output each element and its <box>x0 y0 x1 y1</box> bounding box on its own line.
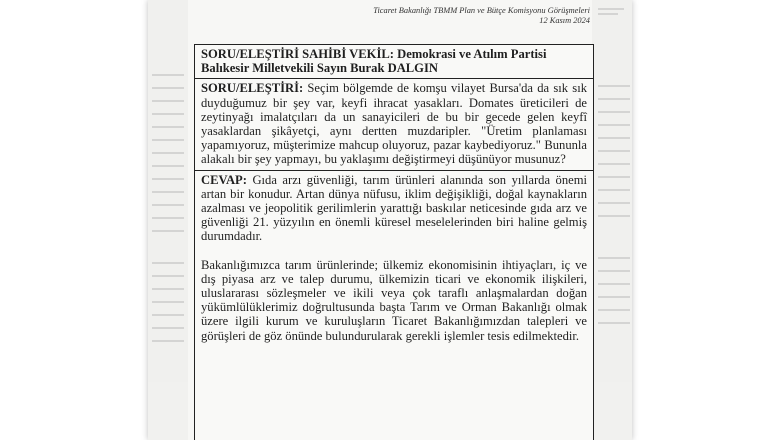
deputy-row <box>195 45 593 79</box>
question-label: SORU/ELEŞTİRİ: <box>201 81 304 96</box>
question-text: Seçim bölgemde de komşu vilayet Bursa'da da sık sık duyduğumuz bir şey var, keyfi ihracat yasakları. Domates üreticileri de zeytinyağı imalatçıları da un sanayicileri de bu bir gecede gelen keyfî yasaklardan şikâyetçi, aynı dertten muzdaripler. "Üretim planlaması yapamıyoruz, müşterimize mahcup oluyoruz, pazar kaybediyoruz." Bununla alakalı bir şey yapmayı, bu yaklaşımı değiştirmeyi düşünüyor musunuz? <box>201 81 587 167</box>
deputy-party: Demokrasi ve Atılım Partisi <box>397 47 547 61</box>
deputy-label: SORU/ELEŞTİRİ SAHİBİ VEKİL: <box>201 47 394 61</box>
deputy-name: Balıkesir Milletvekili Sayın Burak DALGIN <box>201 61 438 76</box>
document-page <box>148 0 632 440</box>
question-answer-table <box>194 44 594 440</box>
header-date: 12 Kasım 2024 <box>539 16 590 25</box>
header-title: Ticaret Bakanlığı TBMM Plan ve Bütçe Komisyonu Görüşmeleri <box>373 6 590 15</box>
answer-label: CEVAP: <box>201 172 247 187</box>
answer-row <box>195 171 593 346</box>
page-header <box>373 6 590 26</box>
adjacent-page-right <box>592 0 632 440</box>
answer-paragraph-2: Bakanlığımızca tarım ürünlerinde; ülkemiz ekonomisinin ihtiyaçları, iç ve dış piyasa arz ve talep durumu, ülkemizin ticari ve ekonomik ilişkileri, uluslararası sözleşmeler ve ikili veya çok taraflı anlaşmalardan doğan yükümlülüklerimiz doğrultusunda başta Tarım ve Orman Bakanlığı olmak üzere ilgili kurum ve kuruluşların Ticaret Bakanlığımızdan talepleri ve görüşleri de göz önünde bulundurularak gerekli işlemler tesis edilmektedir. <box>201 257 587 343</box>
adjacent-page-left <box>148 0 188 440</box>
answer-paragraph-1: Gıda arzı güvenliği, tarım ürünleri alanında son yıllarda önemi artan bir konudur. Artan dünya nüfusu, iklim değişikliği, doğal kaynakların azalması ve jeopolitik gerilimlerin yarattığı baskılar neticesinde gıda arz ve güvenliği 21. yüzyılın en önemli küresel meselelerinden biri haline gelmiş durumdadır. <box>201 172 587 244</box>
question-row <box>195 79 593 170</box>
